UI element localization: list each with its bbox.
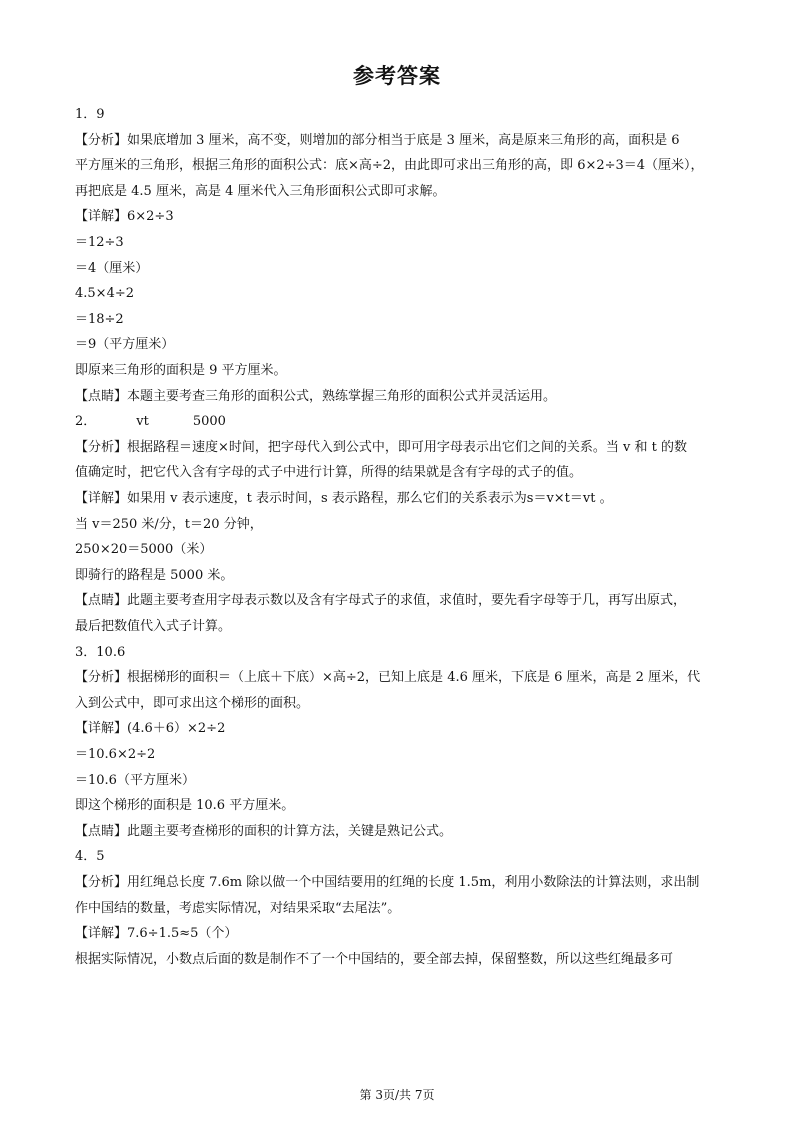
answer-line: 【点睛】此题主要考查梯形的面积的计算方法，关键是熟记公式。 — [75, 824, 453, 839]
answer-line: 即原来三角形的面积是 9 平方厘米。 — [75, 363, 287, 378]
answer-line: 4．5 — [75, 849, 105, 864]
answer-line: 【详解】(4.6＋6）×2÷2 — [75, 721, 226, 736]
answer-line: 【点睛】本题主要考查三角形的面积公式，熟练掌握三角形的面积公式并灵活运用。 — [75, 389, 557, 404]
answer-line: 【分析】如果底增加 3 厘米，高不变，则增加的部分相当于底是 3 厘米，高是原来三角形的高，面积是 6 — [75, 133, 680, 148]
answer-line: ＝4（厘米） — [75, 261, 149, 276]
answer-line: 【详解】7.6÷1.5≈5（个） — [75, 926, 238, 941]
answer-line: 4.5×4÷2 — [75, 286, 135, 301]
q2-number: 2． — [75, 414, 97, 429]
answer-line: 最后把数值代入式子计算。 — [75, 619, 232, 634]
answer-line-q2 — [75, 413, 226, 431]
answer-line: 3．10.6 — [75, 645, 126, 660]
answer-line: ＝9（平方厘米） — [75, 337, 175, 352]
answer-line: 1．9 — [75, 107, 105, 122]
answer-line: 根据实际情况，小数点后面的数是制作不了一个中国结的，要全部去掉，保留整数，所以这些红绳最多可 — [75, 952, 674, 967]
answer-line: ＝10.6×2÷2 — [75, 747, 156, 762]
q2-answer-value: 5000 — [192, 414, 226, 429]
answer-line: ＝18÷2 — [75, 312, 124, 327]
answer-line: 【详解】如果用 v 表示速度，t 表示时间，s 表示路程，那么它们的关系表示为s＝v×t＝vt 。 — [75, 491, 613, 506]
answer-line: 【点睛】此题主要考查用字母表示数以及含有字母式子的求值，求值时，要先看字母等于几，再写出原式， — [75, 593, 687, 608]
answer-line: 当 v＝250 米/分，t＝20 分钟， — [75, 517, 263, 532]
q2-answer-expression: vt — [136, 414, 149, 429]
answer-line: 作中国结的数量，考虑实际情况，对结果采取“去尾法”。 — [75, 901, 401, 916]
answer-line: 即骑行的路程是 5000 米。 — [75, 568, 234, 583]
answer-line: ＝10.6（平方厘米） — [75, 773, 195, 788]
answer-line: 值确定时，把它代入含有字母的式子中进行计算，所得的结果就是含有字母的式子的值。 — [75, 465, 583, 480]
answer-line: 【分析】根据梯形的面积＝（上底＋下底）×高÷2，已知上底是 4.6 厘米，下底是 6 厘米，高是 2 厘米，代 — [75, 670, 701, 685]
answer-line: ＝12÷3 — [75, 235, 124, 250]
answer-line: 【分析】根据路程＝速度×时间，把字母代入到公式中，即可用字母表示出它们之间的关系。当 v 和 t 的数 — [75, 440, 687, 455]
answer-line: 即这个梯形的面积是 10.6 平方厘米。 — [75, 798, 295, 813]
answer-line: 平方厘米的三角形，根据三角形的面积公式：底×高÷2，由此即可求出三角形的高，即 6×2÷3＝4（厘米）， — [75, 158, 704, 173]
answer-line: 再把底是 4.5 厘米，高是 4 厘米代入三角形面积公式即可求解。 — [75, 184, 446, 199]
answer-line: 【详解】6×2÷3 — [75, 209, 174, 224]
page-title: 参考答案 — [353, 64, 441, 88]
page-footer: 第 3页/共 7页 — [359, 1088, 435, 1102]
answer-line: 250×20＝5000（米） — [75, 542, 213, 557]
answer-line: 【分析】用红绳总长度 7.6m 除以做一个中国结要用的红绳的长度 1.5m，利用小数除法的计算法则，求出制 — [75, 875, 700, 890]
answer-line: 入到公式中，即可求出这个梯形的面积。 — [75, 696, 310, 711]
